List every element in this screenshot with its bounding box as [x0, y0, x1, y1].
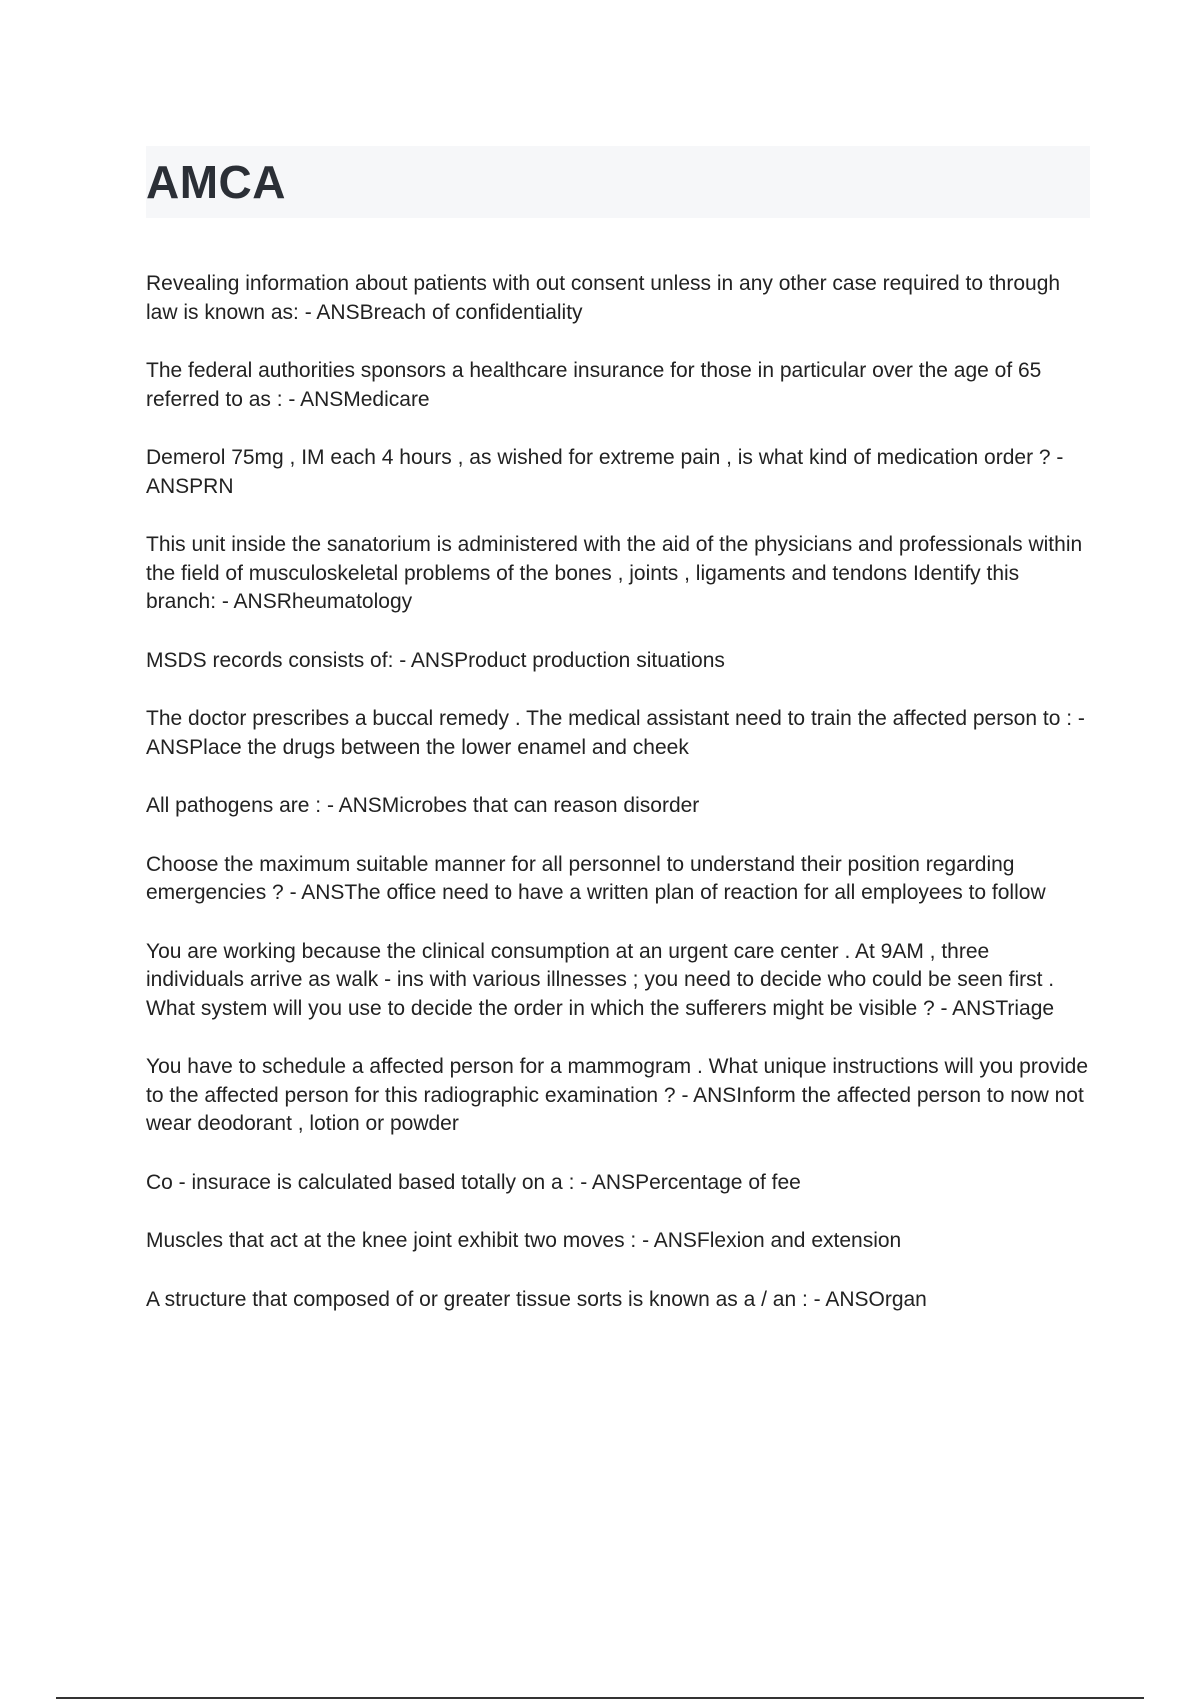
- title-band: [146, 146, 1090, 218]
- document-page: [146, 146, 1090, 1344]
- qa-item: Choose the maximum suitable manner for all personnel to understand their position regarding emergencies ? - ANSThe office need to have a written plan of reaction for all employees to follow: [146, 852, 1046, 904]
- document-title: AMCA: [146, 156, 286, 208]
- qa-item: The doctor prescribes a buccal remedy . The medical assistant need to train the affected person to : - ANSPlace the drugs between the lower enamel and cheek: [146, 707, 1085, 759]
- qa-item: A structure that composed of or greater tissue sorts is known as a / an : - ANSOrgan: [146, 1287, 927, 1311]
- qa-item: Revealing information about patients with out consent unless in any other case required to through law is known as: - ANSBreach of confidentiality: [146, 272, 1061, 324]
- qa-item: You have to schedule a affected person for a mammogram . What unique instructions will you provide to the affected person for this radiographic examination ? - ANSInform the affected person to now not wear deodorant , lotion or powder: [146, 1055, 1089, 1135]
- qa-item: You are working because the clinical consumption at an urgent care center . At 9AM , three individuals arrive as walk - ins with various illnesses ; you need to decide who could be seen first . What system will you use to decide the order in which the sufferers might be visible ? - ANSTriage: [146, 939, 1055, 1020]
- qa-list: [146, 270, 1090, 1314]
- qa-item: The federal authorities sponsors a healthcare insurance for those in particular over the age of 65 referred to as : - ANSMedicare: [146, 359, 1042, 411]
- footer-divider: [56, 1697, 1144, 1699]
- qa-item: All pathogens are : - ANSMicrobes that can reason disorder: [146, 794, 700, 817]
- qa-item: MSDS records consists of: - ANSProduct production situations: [146, 648, 725, 672]
- qa-item: Co - insurace is calculated based totally on a : - ANSPercentage of fee: [146, 1170, 801, 1194]
- qa-item: Muscles that act at the knee joint exhibit two moves : - ANSFlexion and extension: [146, 1229, 902, 1252]
- qa-item: Demerol 75mg , IM each 4 hours , as wished for extreme pain , is what kind of medication order ? - ANSPRN: [146, 446, 1064, 498]
- qa-item: This unit inside the sanatorium is administered with the aid of the physicians and professionals within the field of musculoskeletal problems of the bones , joints , ligaments and tendons Identify this branch: - ANSRheumatology: [146, 533, 1083, 613]
